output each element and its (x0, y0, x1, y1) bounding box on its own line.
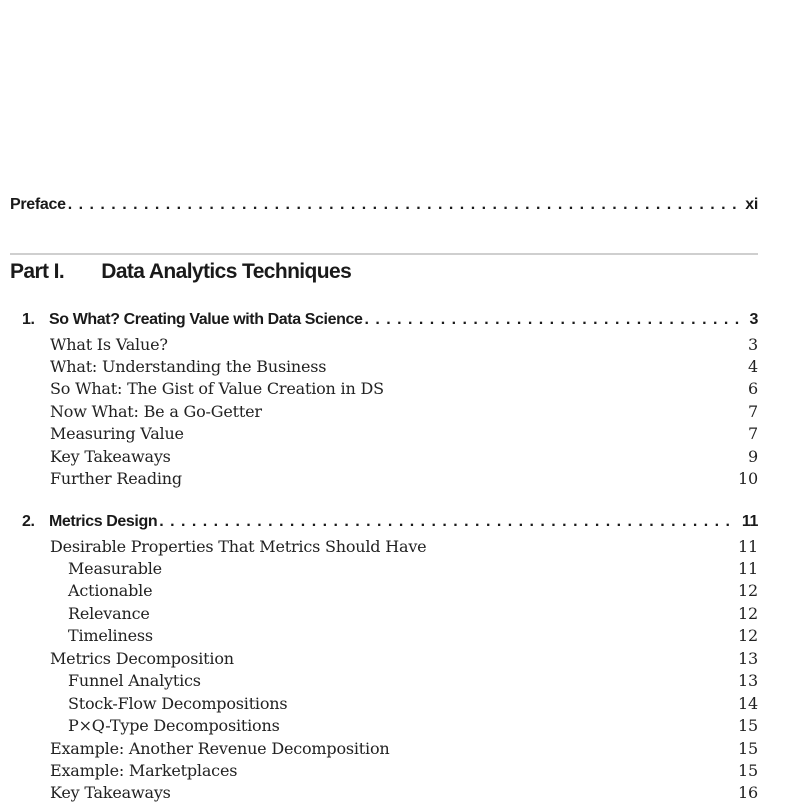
dot-leader (159, 513, 736, 531)
part-heading (10, 260, 351, 284)
toc-entry[interactable] (50, 761, 758, 783)
chapter-number: 2. (22, 513, 35, 530)
toc-entry[interactable] (50, 447, 758, 469)
chapter-page: 11 (741, 513, 758, 530)
entry-page: 15 (738, 739, 758, 758)
entry-page: 7 (748, 424, 758, 443)
chapter-page: 3 (749, 311, 758, 328)
entry-title: Stock-Flow Decompositions (68, 694, 288, 713)
entry-page: 13 (738, 649, 758, 668)
part-divider (10, 253, 758, 255)
entry-title: Example: Marketplaces (50, 761, 238, 780)
entry-page: 6 (748, 379, 758, 398)
entry-page: 7 (748, 402, 758, 421)
entry-title: Key Takeaways (50, 783, 171, 802)
toc-entry[interactable] (50, 469, 758, 491)
entry-title: P×Q-Type Decompositions (68, 716, 280, 735)
entry-page: 10 (738, 469, 758, 488)
toc-entry[interactable] (50, 335, 758, 357)
entry-title: What: Understanding the Business (50, 357, 327, 376)
toc-entry[interactable] (50, 379, 758, 401)
entry-title: Key Takeaways (50, 447, 171, 466)
toc-entry[interactable] (50, 402, 758, 424)
entry-page: 4 (748, 357, 758, 376)
preface-title: Preface (10, 196, 66, 213)
toc-entry[interactable] (68, 581, 758, 603)
entry-title: Relevance (68, 604, 150, 623)
entry-page: 12 (738, 581, 758, 600)
chapter-title: Metrics Design (49, 513, 158, 530)
toc-entry[interactable] (50, 357, 758, 379)
part-title: Data Analytics Techniques (101, 260, 352, 283)
toc-entry[interactable] (50, 537, 758, 559)
entry-page: 15 (738, 716, 758, 735)
toc-entry[interactable] (50, 424, 758, 446)
part-number: Part I. (10, 260, 65, 283)
entry-title: Further Reading (50, 469, 182, 488)
toc-entry[interactable] (68, 559, 758, 581)
entry-title: Timeliness (68, 626, 153, 645)
entry-page: 11 (738, 559, 758, 578)
entry-page: 15 (738, 761, 758, 780)
entry-page: 9 (748, 447, 758, 466)
entry-title: Measuring Value (50, 424, 184, 443)
entry-title: So What: The Gist of Value Creation in DS (50, 379, 384, 398)
chapter-title: So What? Creating Value with Data Science (49, 311, 363, 328)
entry-page: 13 (738, 671, 758, 690)
toc-entry[interactable] (68, 604, 758, 626)
entry-title: Measurable (68, 559, 162, 578)
toc-entry[interactable] (68, 671, 758, 693)
preface-page: xi (745, 196, 758, 213)
entry-title: Now What: Be a Go-Getter (50, 402, 262, 421)
entry-page: 14 (738, 694, 758, 713)
entry-page: 3 (748, 335, 758, 354)
entry-title: Actionable (68, 581, 153, 600)
toc-entry[interactable] (68, 694, 758, 716)
entry-page: 16 (738, 783, 758, 802)
entry-title: Desirable Properties That Metrics Should Have (50, 537, 427, 556)
dot-leader (68, 196, 740, 214)
chapter-number: 1. (22, 311, 35, 328)
toc-chapter-row[interactable] (22, 311, 758, 333)
toc-chapter-row[interactable] (22, 513, 758, 535)
entry-title: Metrics Decomposition (50, 649, 234, 668)
entry-title: What Is Value? (50, 335, 168, 354)
toc-entry[interactable] (68, 626, 758, 648)
entry-title: Example: Another Revenue Decomposition (50, 739, 390, 758)
toc-preface-row[interactable] (10, 196, 758, 214)
entry-page: 11 (738, 537, 758, 556)
entry-title: Funnel Analytics (68, 671, 201, 690)
dot-leader (364, 311, 740, 329)
toc-entry[interactable] (68, 716, 758, 738)
entry-page: 12 (738, 626, 758, 645)
toc-entry[interactable] (50, 649, 758, 671)
entry-page: 12 (738, 604, 758, 623)
toc-entry[interactable] (50, 783, 758, 805)
toc-entry[interactable] (50, 739, 758, 761)
